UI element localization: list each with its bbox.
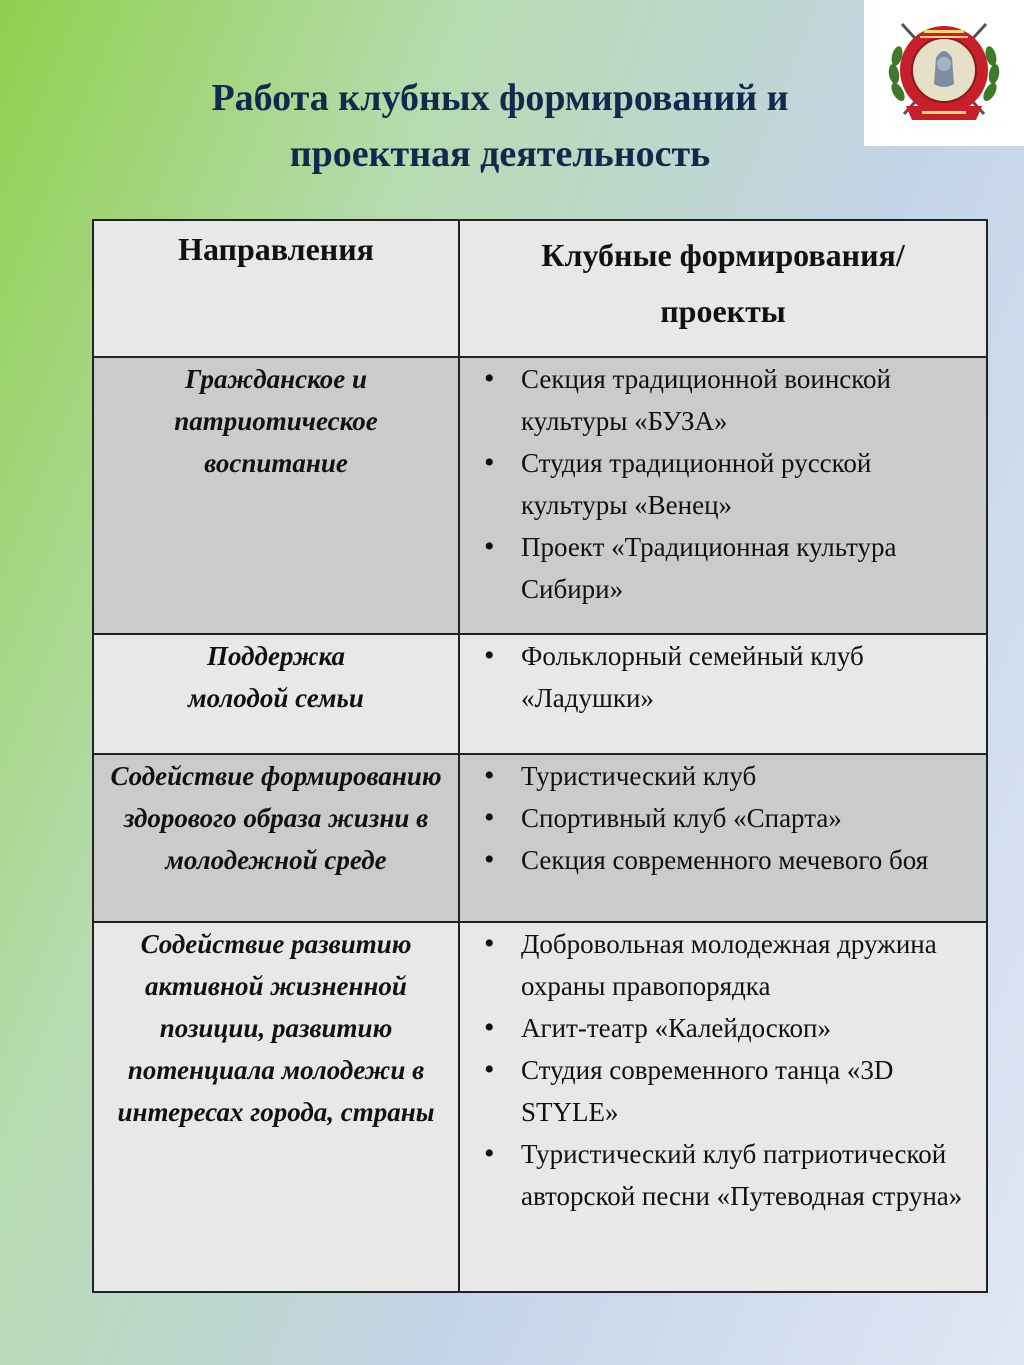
logo [864,0,1024,146]
direction-cell: Содействие формированию здорового образа жизни в молодежной среде [93,754,459,922]
table-row [93,634,987,754]
header-clubs: Клубные формирования/проекты [459,220,987,357]
table-row [93,357,987,634]
list-item: • Туристический клуб [460,755,986,797]
items-list [460,635,986,719]
direction-cell: Гражданское и патриотическое воспитание [93,357,459,634]
header-directions: Направления [93,220,459,357]
table-row [93,754,987,922]
items-list [460,358,986,610]
list-item: • Студия традиционной русской культуры «Венец» [460,442,986,526]
page-title [100,70,900,182]
table-row [93,922,987,1292]
list-item: • Агит-театр «Калейдоскоп» [460,1007,986,1049]
list-item: • Проект «Традиционная культура Сибири» [460,526,986,610]
list-item: • Секция традиционной воинской культуры «БУЗА» [460,358,986,442]
list-item: • Студия современного танца «3D STYLE» [460,1049,986,1133]
items-list [460,755,986,881]
table-header-row [93,220,987,357]
items-list [460,923,986,1217]
list-item: • Фольклорный семейный клуб «Ладушки» [460,635,986,719]
list-item: • Секция современного мечевого боя [460,839,986,881]
title-line-2: проектная деятельность [289,133,711,175]
list-item: • Спортивный клуб «Спарта» [460,797,986,839]
clubs-table [92,219,988,1293]
direction-cell: Поддержка молодой семьи [93,634,459,754]
items-cell [459,754,987,922]
items-cell [459,634,987,754]
list-item: • Туристический клуб патриотической авторской песни «Путеводная струна» [460,1133,986,1217]
items-cell [459,357,987,634]
emblem-logo-icon [884,14,1004,132]
title-line-1: Работа клубных формирований и [211,77,789,119]
items-cell [459,922,987,1292]
direction-cell: Содействие развитию активной жизненной позиции, развитию потенциала молодежи в интересах города, страны [93,922,459,1292]
list-item: • Добровольная молодежная дружина охраны правопорядка [460,923,986,1007]
